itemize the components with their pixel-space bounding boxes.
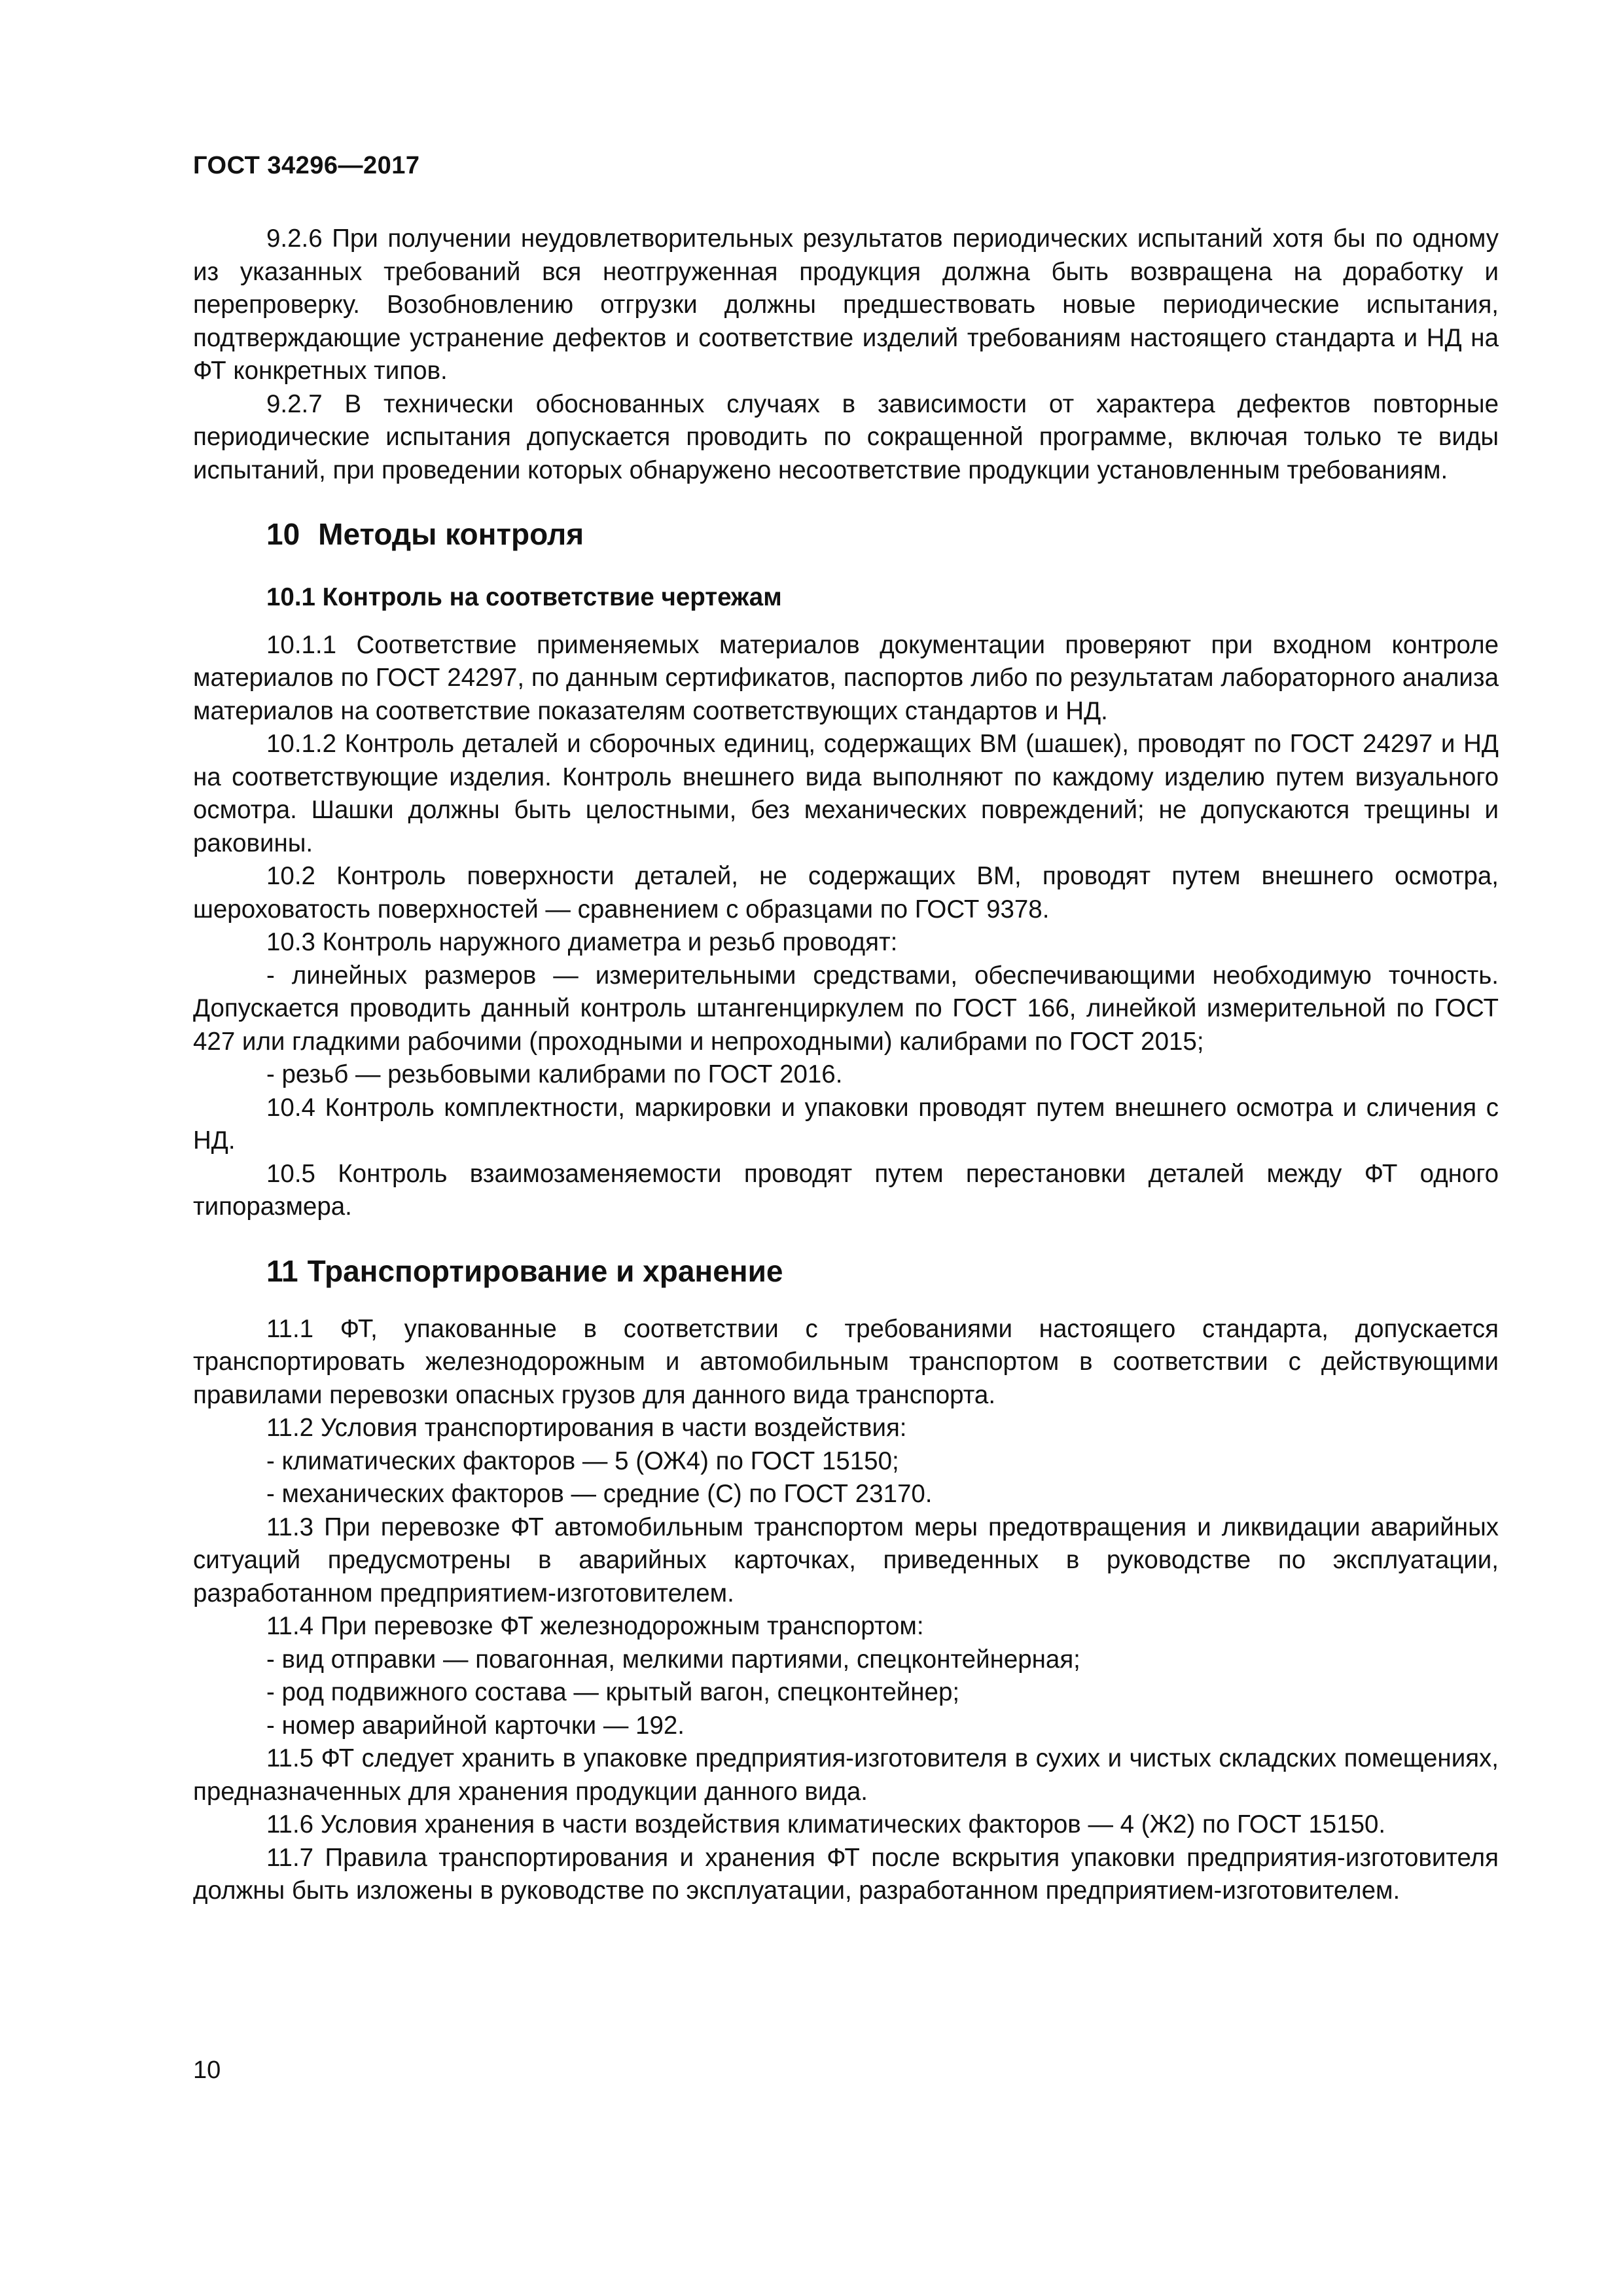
- section-heading-11-number: 11: [266, 1253, 298, 1288]
- list-item-10-3-linear: - линейных размеров — измерительными средствами, обеспечивающими необходимую точность. Допускается проводить данный контроль штангенциркулем по ГОСТ 166, линейкой измерительной по ГОСТ 427 или гладкими рабочими (проходными и непроходными) калибрами по ГОСТ 2015;: [193, 961, 1499, 1056]
- subsection-heading-10-1: 10.1 Контроль на соответствие чертежам: [266, 583, 782, 611]
- paragraph-11-5: 11.5 ФТ следует хранить в упаковке предприятия-изготовителя в сухих и чистых складских помещениях, предназначенных для хранения продукции данного вида.: [193, 1744, 1499, 1806]
- paragraph-9-2-7: 9.2.7 В технически обоснованных случаях в зависимости от характера дефектов повторные периодические испытания допускается проводить по сокращенной программе, включая только те виды испытаний, при проведении которых обнаружено несоответствие продукции установленным требованиям.: [193, 389, 1499, 484]
- section-heading-11: [193, 1253, 1499, 1289]
- paragraph-10-5: 10.5 Контроль взаимозаменяемости проводят путем перестановки деталей между ФТ одного типоразмера.: [193, 1159, 1499, 1221]
- section-heading-10-title: Методы контроля: [318, 517, 584, 551]
- paragraph-11-1: 11.1 ФТ, упакованные в соответствии с требованиями настоящего стандарта, допускается транспортировать железнодорожным и автомобильным транспортом в соответствии с действующими правилами перевозки опасных грузов для данного вида транспорта.: [193, 1314, 1499, 1409]
- list-item-11-2-mechanical: - механических факторов — средние (С) по ГОСТ 23170.: [266, 1480, 933, 1508]
- paragraph-10-4: 10.4 Контроль комплектности, маркировки и упаковки проводят путем внешнего осмотра и сличения с НД.: [193, 1093, 1499, 1155]
- list-item-11-4-emergency-card: - номер аварийной карточки — 192.: [266, 1711, 685, 1740]
- paragraph-11-7: 11.7 Правила транспортирования и хранения ФТ после вскрытия упаковки предприятия-изготовителя должны быть изложены в руководстве по эксплуатации, разработанном предприятием-изготовителем.: [193, 1843, 1499, 1905]
- paragraph-11-3: 11.3 При перевозке ФТ автомобильным транспортом меры предотвращения и ликвидации аварийных ситуаций предусмотрены в аварийных карточках, приведенных в руководстве по эксплуатации, разработанном предприятием-изготовителем.: [193, 1513, 1499, 1607]
- paragraph-10-1-2: 10.1.2 Контроль деталей и сборочных единиц, содержащих ВМ (шашек), проводят по ГОСТ 24297 и НД на соответствующие изделия. Контроль внешнего вида выполняют по каждому изделию путем визуального осмотра. Шашки должны быть целостными, без механических повреждений; не допускаются трещины и раковины.: [193, 730, 1499, 857]
- paragraph-11-6: 11.6 Условия хранения в части воздействия климатических факторов — 4 (Ж2) по ГОСТ 15150.: [266, 1810, 1386, 1839]
- document-id-header: ГОСТ 34296—2017: [193, 152, 420, 179]
- paragraph-10-3: 10.3 Контроль наружного диаметра и резьб проводят:: [266, 928, 898, 956]
- paragraph-10-2: 10.2 Контроль поверхности деталей, не содержащих ВМ, проводят путем внешнего осмотра, шероховатость поверхностей — сравнением с образцами по ГОСТ 9378.: [193, 862, 1499, 924]
- paragraph-11-4: 11.4 При перевозке ФТ железнодорожным транспортом:: [266, 1612, 924, 1640]
- section-heading-10: [193, 516, 1499, 552]
- section-heading-11-title: Транспортирование и хранение: [307, 1253, 783, 1288]
- list-item-11-2-climatic: - климатических факторов — 5 (ОЖ4) по ГОСТ 15150;: [266, 1446, 899, 1475]
- document-body: [193, 223, 1499, 1908]
- paragraph-11-2: 11.2 Условия транспортирования в части воздействия:: [266, 1414, 907, 1442]
- paragraph-10-1-1: 10.1.1 Соответствие применяемых материалов документации проверяют при входном контроле материалов по ГОСТ 24297, по данным сертификатов, паспортов либо по результатам лабораторного анализа материалов на соответствие показателям соответствующих стандартов и НД.: [193, 630, 1499, 725]
- paragraph-9-2-6: 9.2.6 При получении неудовлетворительных результатов периодических испытаний хотя бы по одному из указанных требований вся неотгруженная продукция должна быть возвращена на доработку и перепроверку. Возобновлению отгрузки должны предшествовать новые периодические испытания, подтверждающие устранение дефектов и соответствие изделий требованиям настоящего стандарта и НД на ФТ конкретных типов.: [193, 224, 1499, 385]
- page-number: 10: [193, 2056, 221, 2084]
- list-item-11-4-shipment: - вид отправки — повагонная, мелкими партиями, спецконтейнерная;: [266, 1645, 1080, 1674]
- list-item-11-4-rolling-stock: - род подвижного состава — крытый вагон, спецконтейнер;: [266, 1678, 960, 1706]
- list-item-10-3-thread: - резьб — резьбовыми калибрами по ГОСТ 2016.: [266, 1060, 843, 1088]
- section-heading-10-number: 10: [266, 517, 300, 551]
